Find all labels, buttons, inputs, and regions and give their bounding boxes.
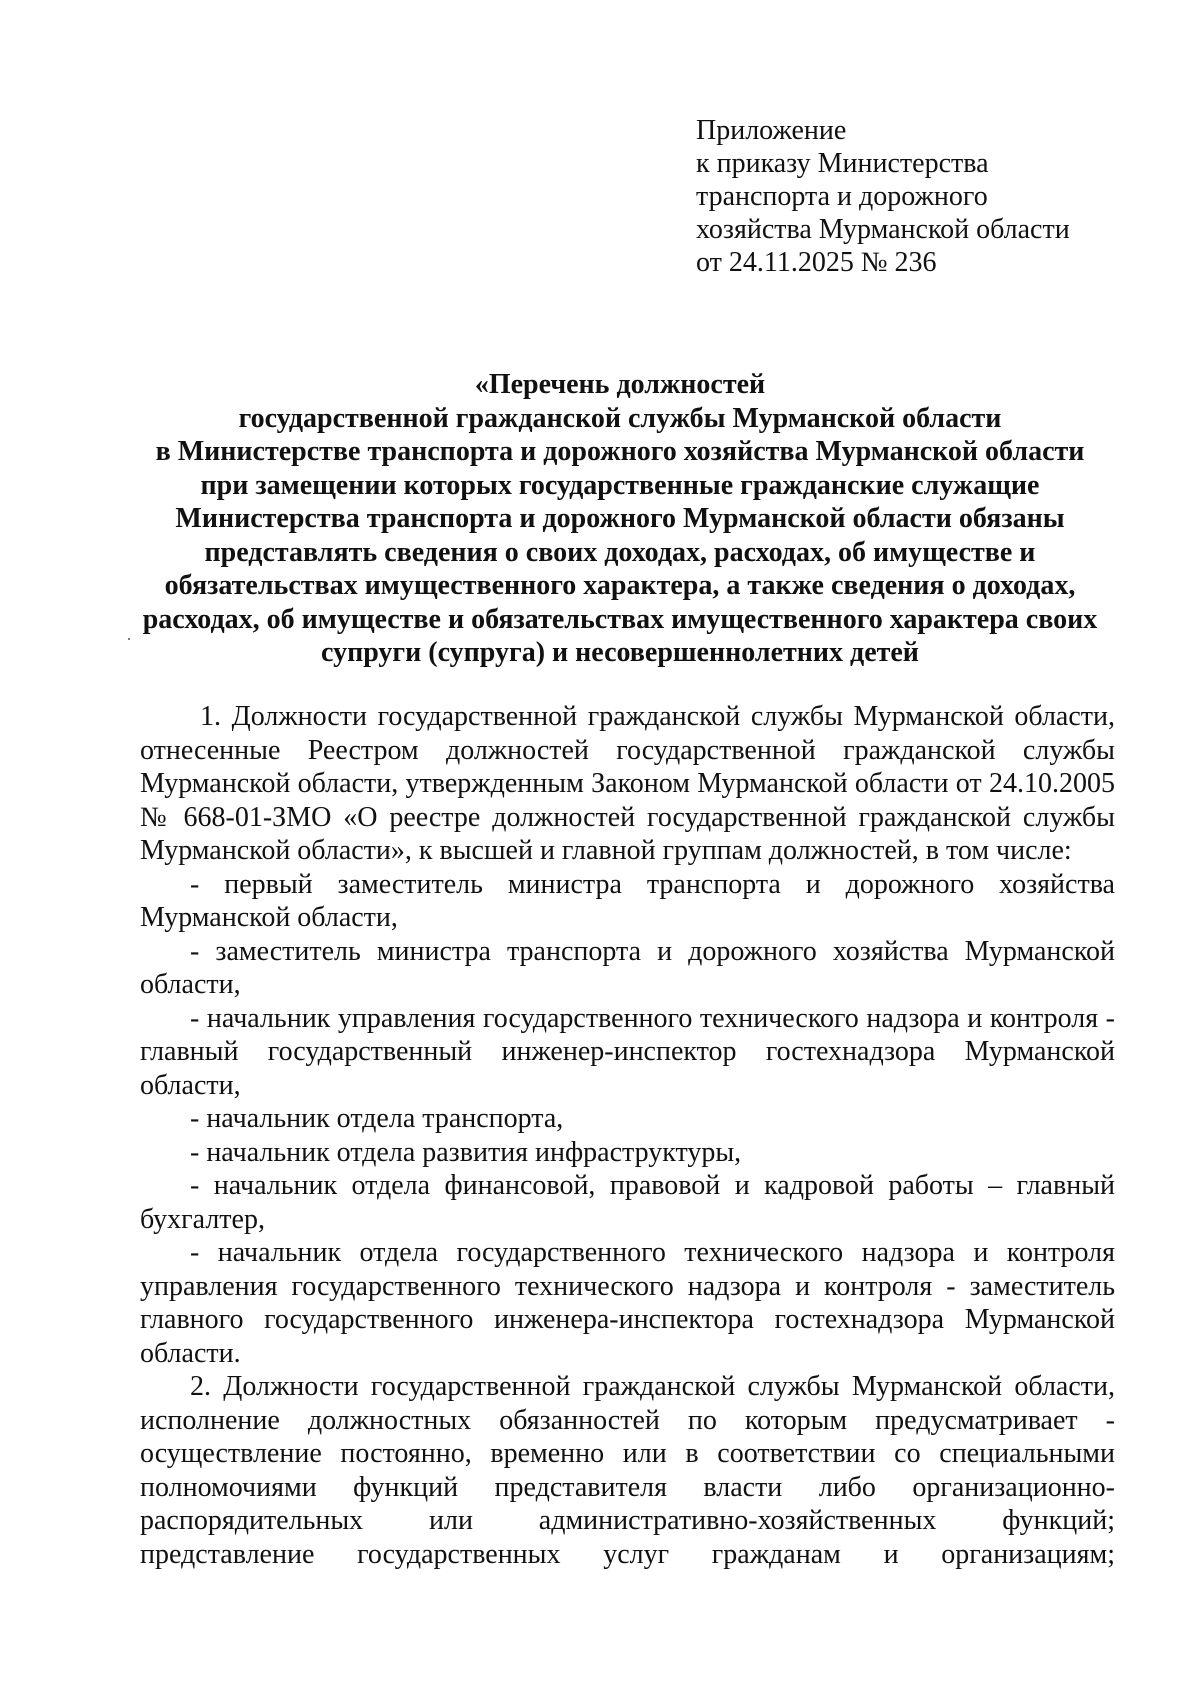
title-line: супруги (супруга) и несовершеннолетних детей xyxy=(321,637,919,668)
list-item: - начальник отдела развития инфраструктуры, xyxy=(190,1136,742,1168)
list-item: - начальник отдела финансовой, правовой и кадровой работы – главный бухгалтер, xyxy=(140,1170,1115,1235)
title-line: при замещении которых государственные гражданские служащие xyxy=(200,469,1040,501)
list-item: - первый заместитель министра транспорта и дорожного хозяйства Мурманской области, xyxy=(140,868,1115,933)
document-body xyxy=(140,700,1115,1571)
scan-speck xyxy=(128,638,130,640)
title-line: в Министерстве транспорта и дорожного хозяйства Мурманской области xyxy=(155,436,1085,467)
list-item: - начальник отдела государственного технического надзора и контроля управления государственного технического надзора и контроля - заместитель главного государственного инженера-инспектора гостехнадзора Мурманской области. xyxy=(140,1237,1115,1369)
appendix-line: Приложение xyxy=(696,115,847,146)
appendix-line: от 24.11.2025 № 236 xyxy=(696,247,937,278)
title-line: обязательствах имущественного характера, а также сведения о доходах, xyxy=(164,570,1076,601)
list-item: - начальник отдела транспорта, xyxy=(190,1103,564,1134)
title-line: Министерства транспорта и дорожного Мурманской области обязаны xyxy=(175,503,1065,534)
title-line: представлять сведения о своих доходах, расходах, об имуществе и xyxy=(204,536,1036,568)
list-item: - начальник управления государственного технического надзора и контроля - главный государственный инженер-инспектор гостехнадзора Мурманской области, xyxy=(140,1002,1115,1101)
title-line: «Перечень должностей xyxy=(474,369,766,400)
paragraph-2: 2. Должности государственной гражданской службы Мурманской области, исполнение должностных обязанностей по которым предусматривает - осуществление постоянно, временно или в соответствии со специальными полномочиями функций представителя власти либо организационно-распорядительных или административно-хозяйственных функций; представление государственных услуг гражданам и организациям; xyxy=(140,1371,1115,1570)
appendix-line: к приказу Министерства xyxy=(696,148,989,179)
list-item: - заместитель министра транспорта и дорожного хозяйства Мурманской области, xyxy=(140,935,1115,1000)
paragraph-1: 1. Должности государственной гражданской службы Мурманской области, отнесенные Реестром должностей государственной гражданской службы Мурманской области, утвержденным Законом Мурманской области от 24.10.2005 № 668-01-ЗМО «О реестре должностей государственной гражданской службы Мурманской области», к высшей и главной группам должностей, в том числе: xyxy=(140,701,1115,866)
appendix-line: транспорта и дорожного xyxy=(696,181,988,212)
appendix-block xyxy=(696,114,1166,279)
appendix-line: хозяйства Мурманской области xyxy=(696,214,1070,245)
document-title xyxy=(120,368,1120,670)
title-line: государственной гражданской службы Мурманской области xyxy=(238,402,1002,434)
title-line: расходах, об имуществе и обязательствах имущественного характера своих xyxy=(142,603,1098,635)
